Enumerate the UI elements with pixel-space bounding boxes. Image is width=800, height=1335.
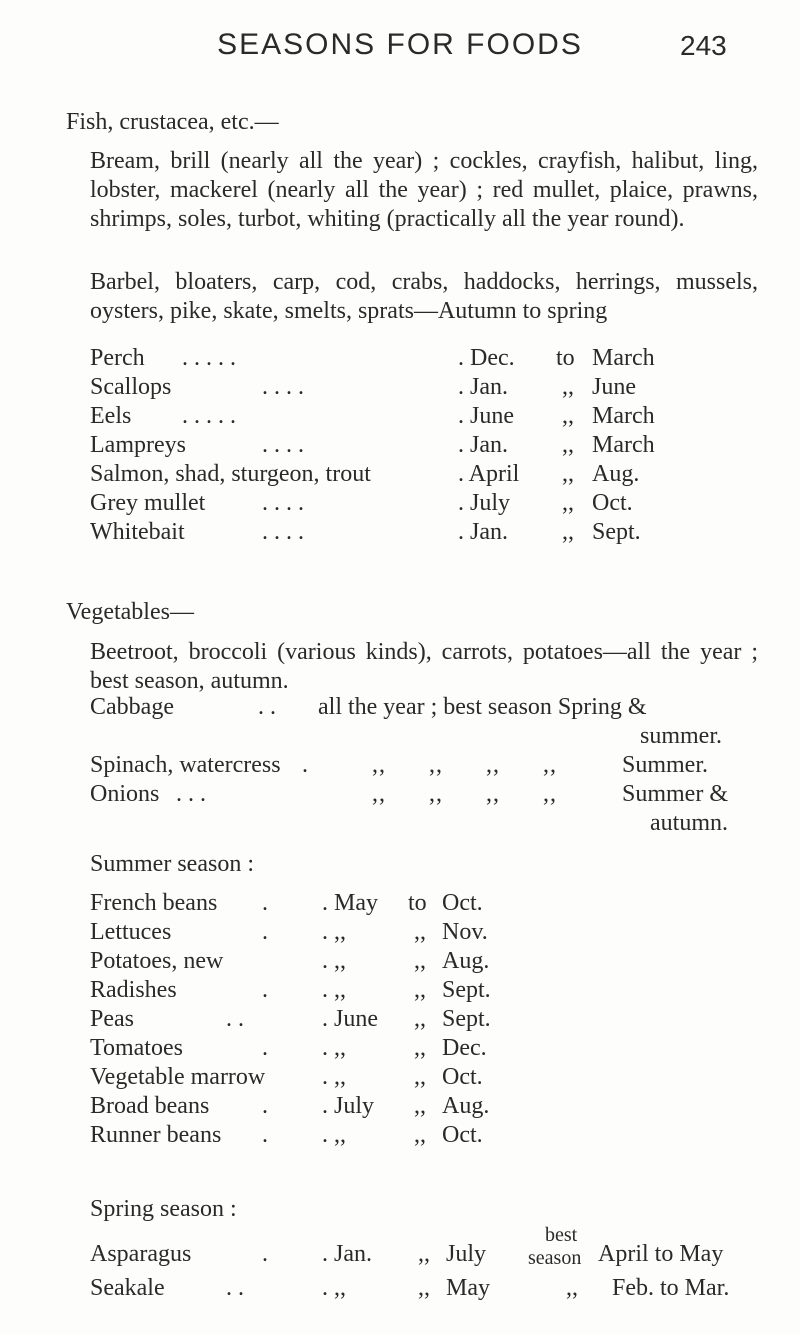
dot-leader: . . . . xyxy=(262,490,304,516)
best-season-value: April to May xyxy=(598,1241,724,1267)
table-row-sep: ,, xyxy=(414,948,426,974)
table-row-sep: ,, xyxy=(414,919,426,945)
table-row-name: Lampreys xyxy=(90,432,186,458)
dot-leader: . xyxy=(262,1035,268,1061)
table-row-from: . Dec. xyxy=(458,345,515,371)
fish-heading: Fish, crustacea, etc.— xyxy=(66,109,279,135)
table-row-to: July xyxy=(446,1241,487,1267)
table-row-sep: ,, xyxy=(562,374,574,400)
table-row-from: . ,, xyxy=(322,1122,346,1148)
table-row-to: May xyxy=(446,1275,490,1301)
vegetables-heading: Vegetables— xyxy=(66,599,194,625)
table-row-from: . ,, xyxy=(322,1275,346,1301)
table-row-continuation: autumn. xyxy=(650,810,728,836)
table-row-sep: ,, xyxy=(562,432,574,458)
vegetables-paragraph-1: Beetroot, broccoli (various kinds), carrots, potatoes—all the year ; best season, autumn. xyxy=(90,639,758,694)
table-row-name: Scallops xyxy=(90,374,172,400)
dot-leader: . xyxy=(302,752,308,778)
table-row-name: Asparagus xyxy=(90,1241,192,1267)
table-row-from: . Jan. xyxy=(322,1241,372,1267)
dot-leader: . . . . xyxy=(262,432,304,458)
table-row-continuation: summer. xyxy=(640,723,722,749)
table-row-sep: ,, xyxy=(562,403,574,429)
table-row-name: Onions xyxy=(90,781,160,807)
table-row-name: Runner beans xyxy=(90,1122,222,1148)
table-row-to: Sept. xyxy=(592,519,641,545)
table-row-from: . ,, xyxy=(322,1035,346,1061)
table-row-name: Potatoes, new xyxy=(90,948,224,974)
table-row-name: Peas xyxy=(90,1006,134,1032)
page-number: 243 xyxy=(680,30,727,61)
table-row-sep: ,, xyxy=(562,461,574,487)
fish-paragraph-2: Barbel, bloaters, carp, cod, crabs, haddocks, herrings, mussels, oysters, pike, skate, smelts, sprats—Autumn to spring xyxy=(90,269,758,324)
ditto-marks: ,, ,, ,, ,, xyxy=(372,781,557,807)
table-row-sep: ,, xyxy=(414,1122,426,1148)
table-row-name: Spinach, watercress xyxy=(90,752,281,778)
table-row-from: . May xyxy=(322,890,378,916)
fish-paragraph-1: Bream, brill (nearly all the year) ; cockles, crayfish, halibut, ling, lobster, mackerel (nearly all the year) ; red mullet, plaice, prawns, shrimps, soles, turbot, whiting (practically all the year round). xyxy=(90,148,758,232)
table-row-name: Whitebait xyxy=(90,519,185,545)
table-row-name: Tomatoes xyxy=(90,1035,183,1061)
dot-leader: . . . . xyxy=(262,374,304,400)
table-row-from: . ,, xyxy=(322,948,346,974)
best-label-bottom: season xyxy=(528,1247,582,1269)
table-row-from: . April xyxy=(458,461,520,487)
table-row-sep: ,, xyxy=(414,977,426,1003)
dot-leader: . . xyxy=(258,694,276,720)
table-row-from: . June xyxy=(458,403,514,429)
table-row-to: Sept. xyxy=(442,1006,491,1032)
best-season-value: Feb. to Mar. xyxy=(612,1275,730,1301)
dot-leader: . xyxy=(262,1122,268,1148)
table-row-name: Lettuces xyxy=(90,919,172,945)
table-row-from: . ,, xyxy=(322,919,346,945)
table-row-name: French beans xyxy=(90,890,218,916)
table-row-to: Sept. xyxy=(442,977,491,1003)
table-row-name: Seakale xyxy=(90,1275,165,1301)
dot-leader: . xyxy=(262,1241,268,1267)
table-row-sep: ,, xyxy=(562,490,574,516)
table-row-name: Perch xyxy=(90,345,145,371)
table-row-name: Eels xyxy=(90,403,132,429)
table-row-from: . Jan. xyxy=(458,519,508,545)
table-row-sep: ,, xyxy=(414,1035,426,1061)
table-row-to: March xyxy=(592,345,655,371)
dot-leader: . . . xyxy=(176,781,206,807)
table-row-sep: ,, xyxy=(414,1064,426,1090)
table-row-sep: to xyxy=(408,890,427,916)
dot-leader: . xyxy=(262,977,268,1003)
table-row-from: . Jan. xyxy=(458,432,508,458)
best-label-top: best xyxy=(545,1224,578,1246)
table-row-from: . Jan. xyxy=(458,374,508,400)
table-row-to: Oct. xyxy=(442,890,483,916)
table-row-to: March xyxy=(592,432,655,458)
spring-season-heading: Spring season : xyxy=(90,1196,237,1222)
table-row-name: Broad beans xyxy=(90,1093,210,1119)
table-row-to: Nov. xyxy=(442,919,488,945)
table-row-from: . July xyxy=(458,490,511,516)
table-row-to: Aug. xyxy=(442,948,490,974)
dot-leader: . xyxy=(262,919,268,945)
table-row-sep: ,, xyxy=(414,1006,426,1032)
dot-leader: . xyxy=(262,1093,268,1119)
table-row-from: . ,, xyxy=(322,977,346,1003)
table-row-to: Oct. xyxy=(442,1064,483,1090)
summer-season-heading: Summer season : xyxy=(90,851,254,877)
dot-leader: . . . . . xyxy=(182,345,236,371)
table-row-to: Aug. xyxy=(442,1093,490,1119)
table-row-to: Aug. xyxy=(592,461,640,487)
dot-leader: . xyxy=(262,890,268,916)
table-row-text: Summer & xyxy=(622,781,728,807)
table-row-sep: ,, xyxy=(562,519,574,545)
table-row-text: all the year ; best season Spring & xyxy=(318,694,647,720)
table-row-to: Oct. xyxy=(442,1122,483,1148)
table-row-name: Radishes xyxy=(90,977,177,1003)
ditto-marks: ,, xyxy=(566,1275,578,1301)
table-row-from: . June xyxy=(322,1006,378,1032)
dot-leader: . . xyxy=(226,1006,244,1032)
table-row-to: March xyxy=(592,403,655,429)
table-row-name: Salmon, shad, sturgeon, trout xyxy=(90,461,371,487)
table-row-sep: ,, xyxy=(418,1241,430,1267)
dot-leader: . . xyxy=(226,1275,244,1301)
table-row-from: . July xyxy=(322,1093,375,1119)
table-row-from: . ,, xyxy=(322,1064,346,1090)
dot-leader: . . . . . xyxy=(182,403,236,429)
dot-leader: . . . . xyxy=(262,519,304,545)
table-row-to: June xyxy=(592,374,636,400)
table-row-name: Grey mullet xyxy=(90,490,206,516)
table-row-name: Vegetable marrow xyxy=(90,1064,266,1090)
table-row-text: Summer. xyxy=(622,752,709,778)
table-row-to: Dec. xyxy=(442,1035,487,1061)
table-row-sep: ,, xyxy=(414,1093,426,1119)
table-row-sep: ,, xyxy=(418,1275,430,1301)
table-row-to: Oct. xyxy=(592,490,633,516)
running-header-title: SEASONS FOR FOODS xyxy=(217,28,583,61)
table-row-sep: to xyxy=(556,345,575,371)
ditto-marks: ,, ,, ,, ,, xyxy=(372,752,557,778)
table-row-name: Cabbage xyxy=(90,694,174,720)
